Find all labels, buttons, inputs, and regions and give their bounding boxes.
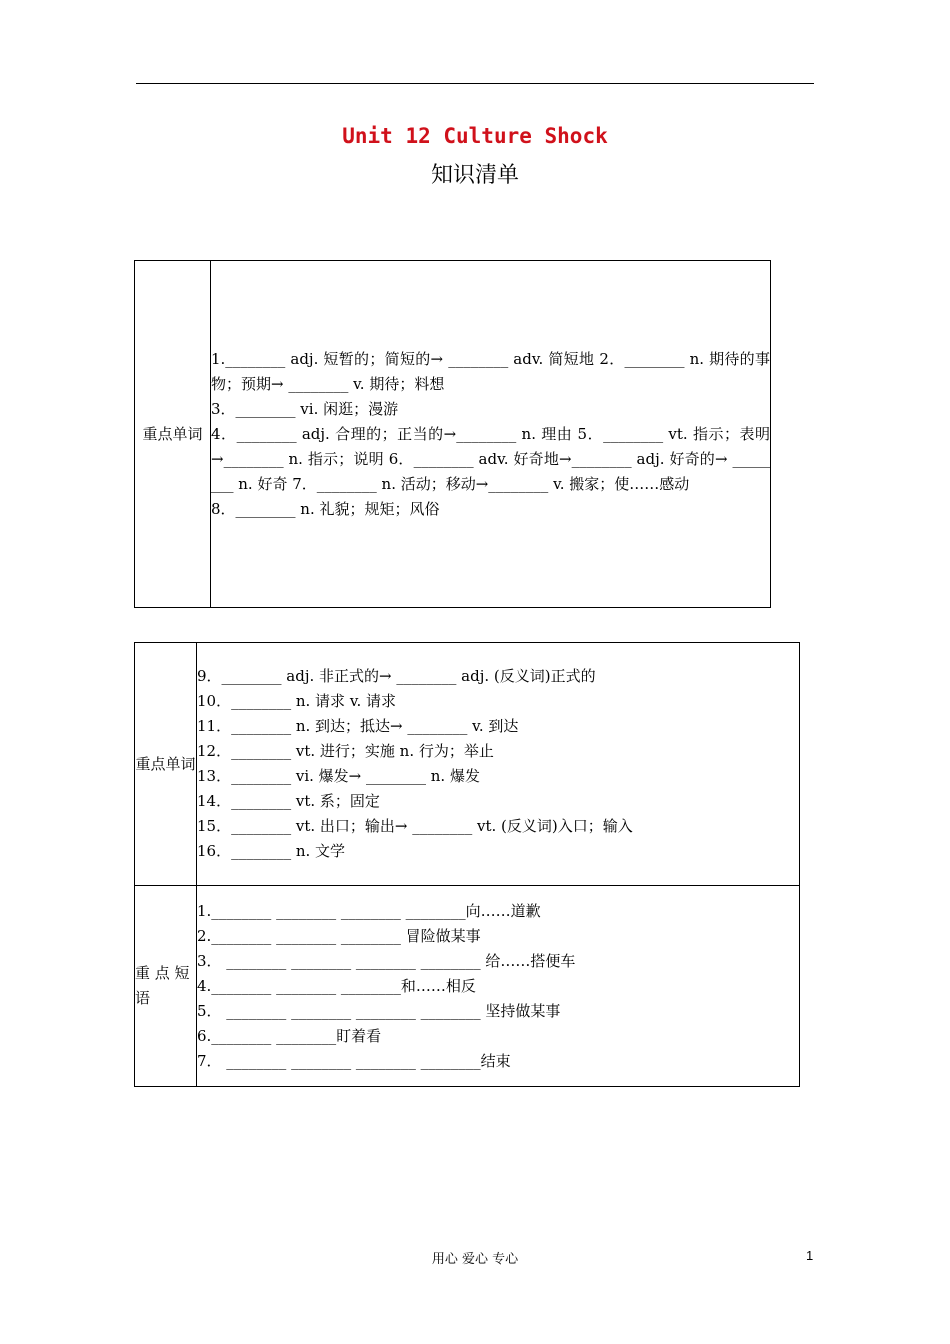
- vocab-line: 10．________ n. 请求 v. 请求: [197, 692, 397, 710]
- phrase-line: 3． ________ ________ ________ ________ 给……搭便车: [197, 951, 576, 970]
- key-words-table-1: [134, 260, 771, 608]
- vocab-line: 8．________ n. 礼貌；规矩；风俗: [211, 499, 440, 518]
- vocab-line: 14．________ vt. 系；固定: [197, 792, 380, 810]
- vocab-line: 3．________ vi. 闲逛；漫游: [211, 399, 399, 418]
- key-words-list: [197, 643, 800, 886]
- section-label-key-words: 重点单词: [135, 261, 211, 608]
- section-label-key-phrases: 重 点 短 语: [135, 886, 197, 1087]
- vocab-line: 11．________ n. 到达；抵达→ ________ v. 到达: [197, 717, 519, 735]
- page-number: 1: [806, 1248, 814, 1263]
- page-title: Unit 12 Culture Shock: [342, 124, 608, 148]
- section-label-key-words-2: 重点单词: [135, 643, 197, 886]
- phrase-line: 5． ________ ________ ________ ________ 坚持做某事: [197, 1001, 561, 1020]
- phrase-line: 1.________ ________ ________ ________向……道歉: [197, 901, 541, 920]
- phrase-line: 4.________ ________ ________和……相反: [197, 976, 476, 995]
- vocab-line: 15．________ vt. 出口；输出→ ________ vt. (反义词)入口；输入: [197, 817, 633, 835]
- footer-motto: 用心 爱心 专心: [431, 1252, 519, 1267]
- vocab-line: 16．________ n. 文学: [197, 842, 346, 860]
- key-words-paragraph: [211, 261, 771, 608]
- header-rule: [136, 83, 814, 84]
- vocab-line: 9．________ adj. 非正式的→ ________ adj. (反义词)正式的: [197, 667, 596, 685]
- key-phrases-list: [197, 886, 800, 1087]
- phrase-line: 7． ________ ________ ________ ________结束: [197, 1051, 511, 1070]
- phrase-line: 6.________ ________盯着看: [197, 1026, 382, 1045]
- phrase-line: 2.________ ________ ________ 冒险做某事: [197, 926, 481, 945]
- vocab-line: 13．________ vi. 爆发→ ________ n. 爆发: [197, 767, 480, 785]
- vocab-line: 1.________ adj. 短暂的；简短的→ ________ adv. 简短地 2．________ n. 期待的事物；预期→ ________ v. 期待；料想: [211, 349, 770, 393]
- key-words-phrases-table: [134, 642, 800, 1087]
- page-subtitle: 知识清单: [430, 163, 519, 188]
- vocab-line: 12．________ vt. 进行；实施 n. 行为；举止: [197, 742, 494, 760]
- vocab-line: 4．________ adj. 合理的；正当的→________ n. 理由 5．________ vt. 指示；表明→________ n. 指示；说明 6．________ adv. 好奇地→________ adj. 好奇的→ ________ n. 好奇 7．________ n. 活动；移动→________ v. 搬家；使……感动: [211, 424, 770, 493]
